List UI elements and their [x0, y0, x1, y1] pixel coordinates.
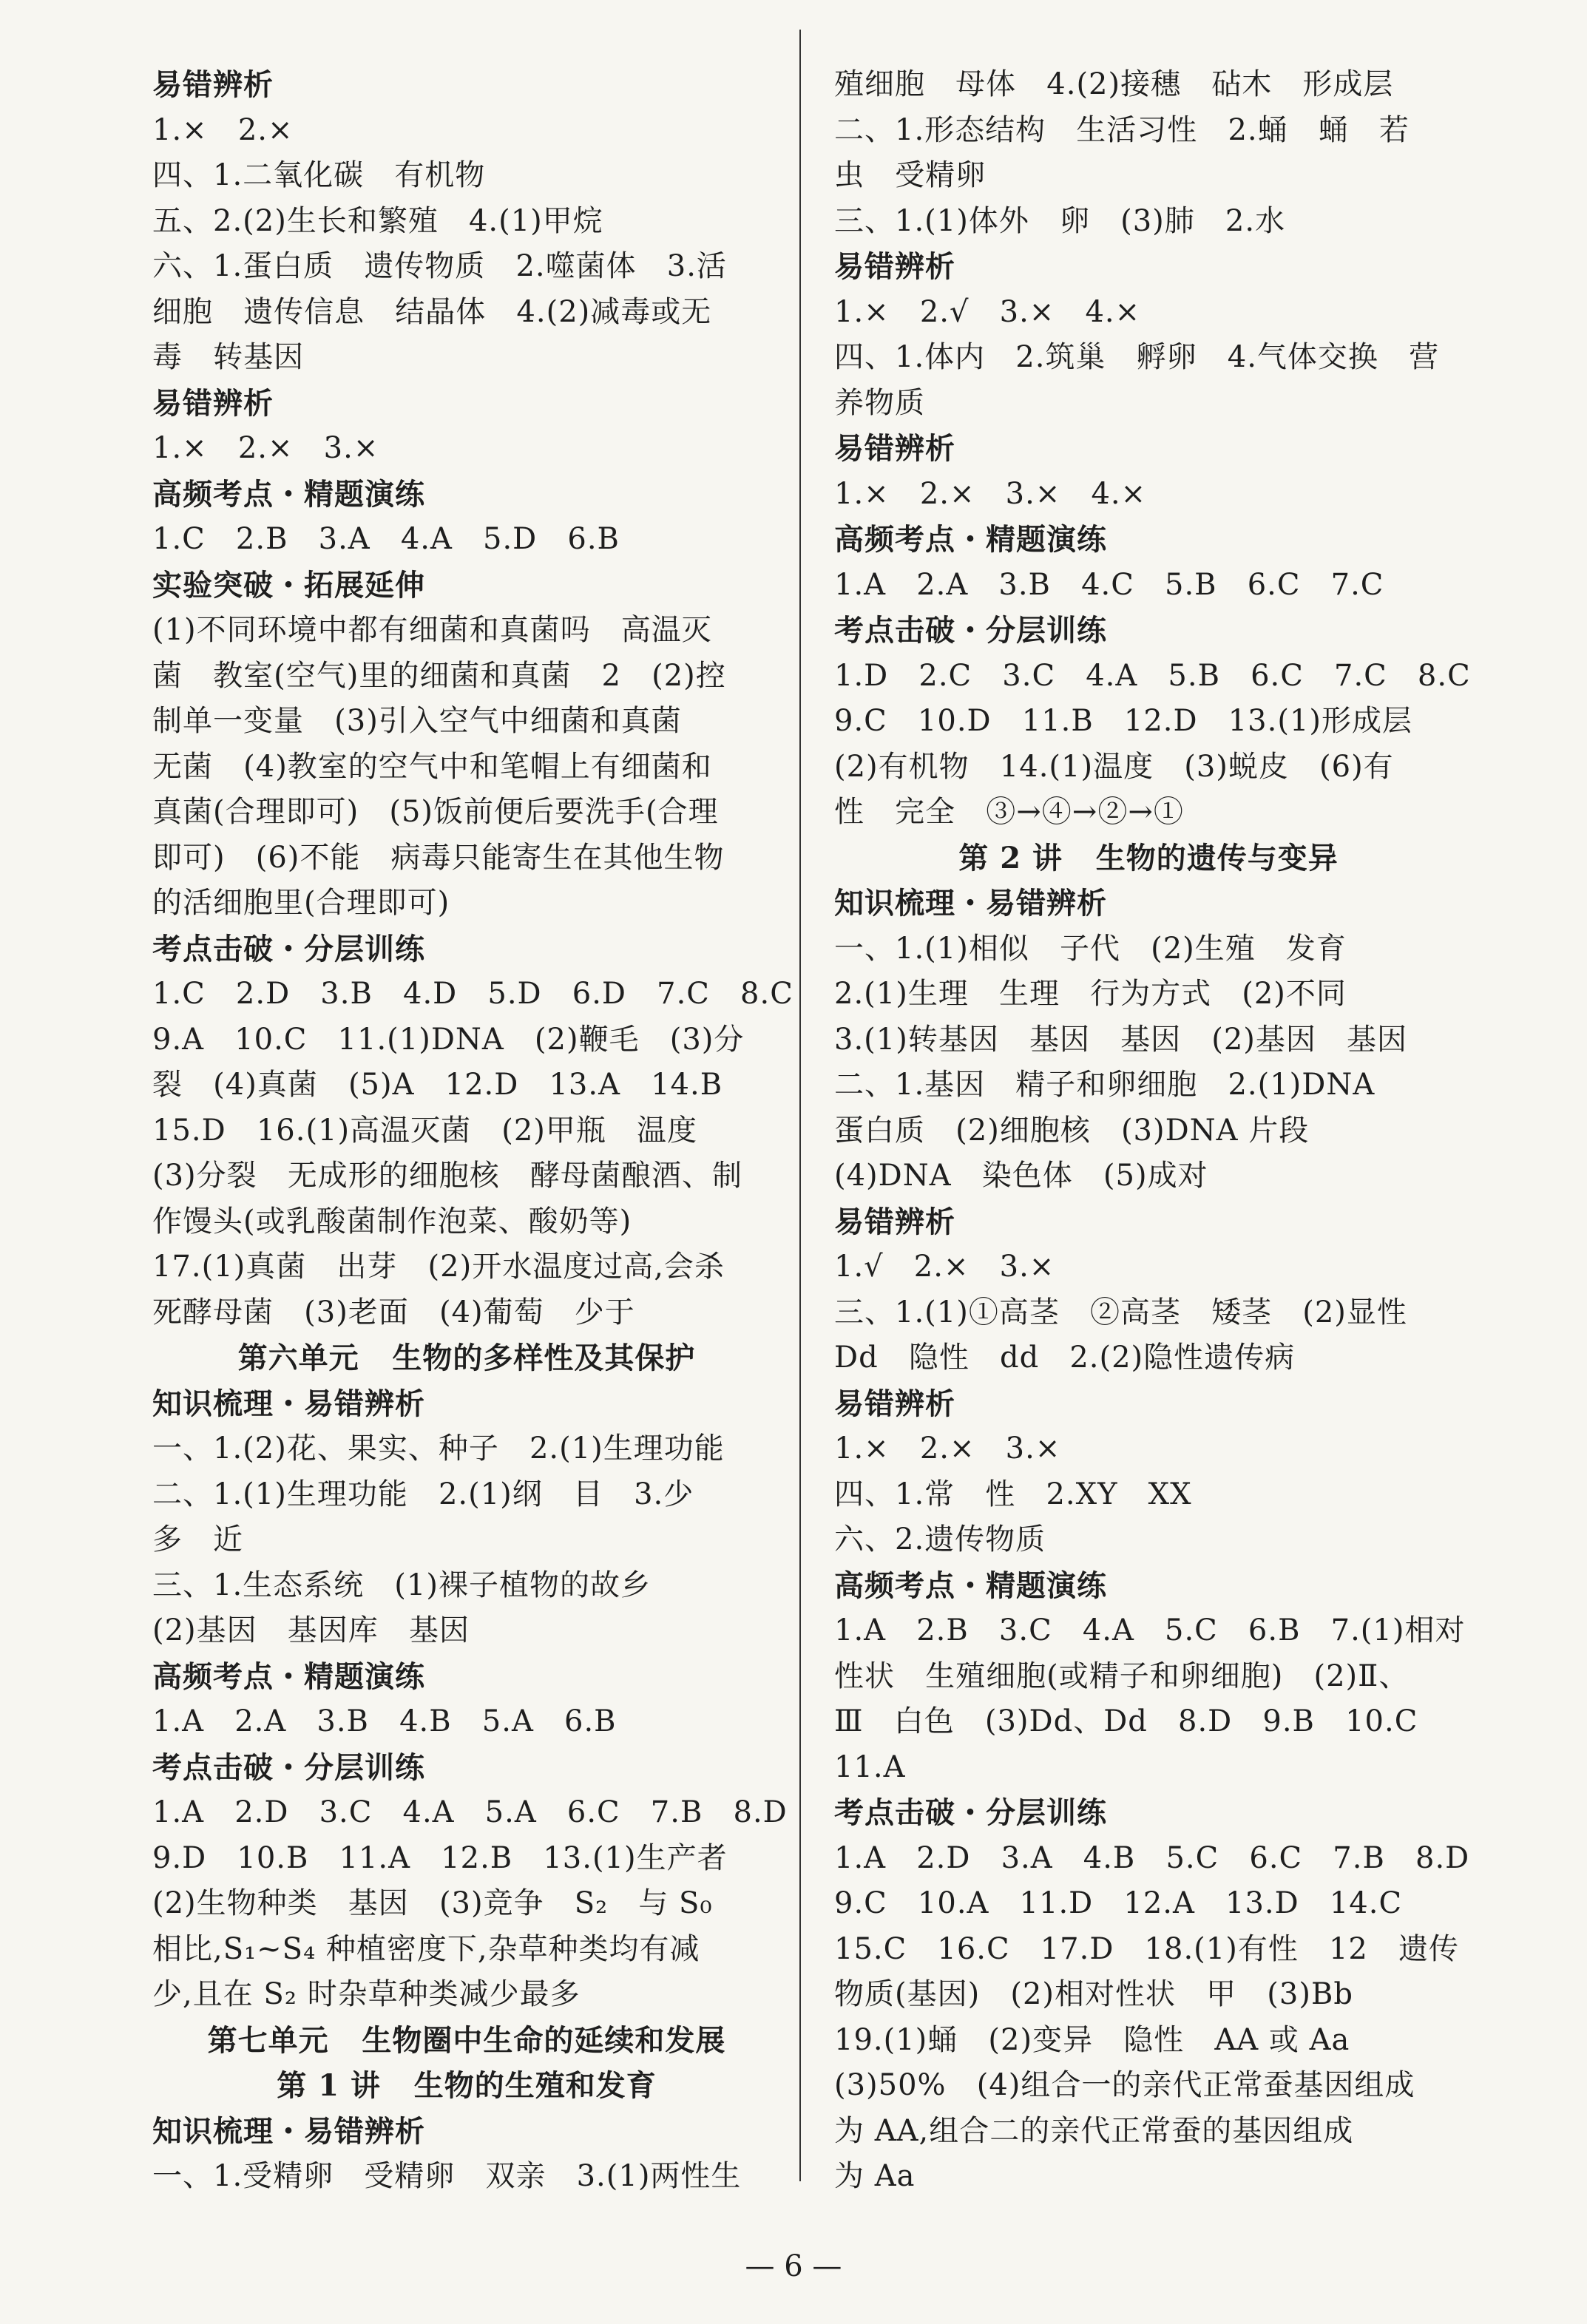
answer-line: 1.× 2.× 3.× [834, 1432, 1061, 1466]
answer-line: (3)分裂 无成形的细胞核 酵母菌酿酒、制 [152, 1159, 742, 1193]
answer-line: 蛋白质 (2)细胞核 (3)DNA 片段 [834, 1113, 1310, 1148]
answer-line: 虫 受精卵 [834, 158, 987, 192]
answer-line: 一、1.(2)花、果实、种子 2.(1)生理功能 [152, 1432, 725, 1466]
answer-line: (4)DNA 染色体 (5)成对 [834, 1159, 1208, 1193]
answer-line: 1.× 2.× [152, 112, 294, 147]
answer-line: 死酵母菌 (3)老面 (4)葡萄 少于 [152, 1295, 635, 1329]
answer-line: 性状 生殖细胞(或精子和卵细胞) (2)Ⅱ、 [834, 1659, 1410, 1693]
answer-line: 制单一变量 (3)引入空气中细菌和真菌 [152, 704, 682, 738]
answer-line: 二、1.(1)生理功能 2.(1)纲 目 3.少 [152, 1477, 694, 1511]
answer-line: 相比,S₁~S₄ 种植密度下,杂草种类均有减 [152, 1931, 700, 1966]
chapter-title: 第 2 讲 生物的遗传与变异 [958, 840, 1339, 875]
answer-line: 1.× 2.√ 3.× 4.× [834, 294, 1141, 329]
answer-line: 细胞 遗传信息 结晶体 4.(2)减毒或无 [152, 294, 712, 329]
answer-line: 11.A [834, 1749, 906, 1784]
answer-line: 物质(基因) (2)相对性状 甲 (3)Bb [834, 1977, 1353, 2011]
answer-line: 养物质 [834, 385, 925, 420]
answer-line: 菌 教室(空气)里的细菌和真菌 2 (2)控 [152, 658, 726, 693]
answer-line: 三、1.生态系统 (1)裸子植物的故乡 [152, 1568, 651, 1602]
answer-line: 性 完全 ③→④→②→① [834, 795, 1184, 829]
answer-line: 毒 转基因 [152, 340, 305, 374]
section-heading: 易错辨析 [152, 385, 274, 421]
answer-line: 六、2.遗传物质 [834, 1522, 1046, 1556]
section-heading: 考点击破・分层训练 [834, 613, 1107, 648]
section-heading: 易错辨析 [834, 431, 955, 466]
page-number: — 6 — [745, 2249, 842, 2283]
answer-line: 1.D 2.C 3.C 4.A 5.B 6.C 7.C 8.C [834, 658, 1471, 693]
section-heading: 易错辨析 [834, 1204, 955, 1239]
answer-line: 1.× 2.× 3.× [152, 431, 379, 465]
section-heading: 易错辨析 [834, 249, 955, 284]
chapter-title: 第 1 讲 生物的生殖和发育 [277, 2068, 657, 2103]
answer-line: 六、1.蛋白质 遗传物质 2.噬菌体 3.活 [152, 249, 727, 283]
answer-line: 15.C 16.C 17.D 18.(1)有性 12 遗传 [834, 1931, 1460, 1966]
answer-line: 一、1.受精卵 受精卵 双亲 3.(1)两性生 [152, 2159, 742, 2193]
answer-line: 1.× 2.× 3.× 4.× [834, 476, 1147, 511]
answer-line: 作馒头(或乳酸菌制作泡菜、酸奶等) [152, 1204, 632, 1239]
answer-line: 9.C 10.D 11.B 12.D 13.(1)形成层 [834, 704, 1412, 738]
answer-line: Ⅲ 白色 (3)Dd、Dd 8.D 9.B 10.C [834, 1704, 1418, 1738]
answer-line: 15.D 16.(1)高温灭菌 (2)甲瓶 温度 [152, 1113, 698, 1148]
right-column [834, 62, 1471, 2200]
answer-line: 多 近 [152, 1522, 244, 1556]
answer-line: 真菌(合理即可) (5)饭前便后要洗手(合理 [152, 795, 719, 829]
answer-line: 9.C 10.A 11.D 12.A 13.D 14.C [834, 1886, 1403, 1920]
answer-line: 无菌 (4)教室的空气中和笔帽上有细菌和 [152, 749, 712, 784]
answer-line: 2.(1)生理 生理 行为方式 (2)不同 [834, 977, 1347, 1011]
answer-line: 9.A 10.C 11.(1)DNA (2)鞭毛 (3)分 [152, 1022, 745, 1057]
answer-line: 9.D 10.B 11.A 12.B 13.(1)生产者 [152, 1840, 728, 1875]
answer-line: 为 AA,组合二的亲代正常蚕的基因组成 [834, 2113, 1354, 2148]
answer-line: 二、1.基因 精子和卵细胞 2.(1)DNA [834, 1068, 1375, 1102]
answer-line: (3)50% (4)组合一的亲代正常蚕基因组成 [834, 2068, 1415, 2102]
answer-line: 三、1.(1)①高茎 ②高茎 矮茎 (2)显性 [834, 1295, 1407, 1329]
section-heading: 考点击破・分层训练 [152, 1749, 425, 1785]
answer-line: 1.A 2.D 3.A 4.B 5.C 6.C 7.B 8.D [834, 1840, 1470, 1875]
answer-line: 四、1.常 性 2.XY XX [834, 1477, 1192, 1511]
section-heading: 高频考点・精题演练 [834, 1568, 1107, 1603]
answer-line: 少,且在 S₂ 时杂草种类减少最多 [152, 1977, 581, 2011]
answer-line: (2)有机物 14.(1)温度 (3)蜕皮 (6)有 [834, 749, 1394, 784]
answer-line: 19.(1)蛹 (2)变异 隐性 AA 或 Aa [834, 2022, 1350, 2057]
answer-line: 3.(1)转基因 基因 基因 (2)基因 基因 [834, 1022, 1408, 1057]
answer-line: 五、2.(2)生长和繁殖 4.(1)甲烷 [152, 203, 603, 238]
chapter-title: 第六单元 生物的多样性及其保护 [237, 1341, 696, 1375]
answer-line: 1.C 2.D 3.B 4.D 5.D 6.D 7.C 8.C [152, 977, 794, 1011]
column-divider [799, 30, 801, 2181]
answer-line: 17.(1)真菌 出芽 (2)开水温度过高,会杀 [152, 1250, 725, 1284]
chapter-title: 第七单元 生物圈中生命的延续和发展 [207, 2022, 726, 2058]
section-heading: 高频考点・精题演练 [152, 476, 425, 512]
answer-line: 1.A 2.D 3.C 4.A 5.A 6.C 7.B 8.D [152, 1795, 788, 1829]
section-heading: 易错辨析 [152, 67, 274, 102]
answer-line: (2)基因 基因库 基因 [152, 1613, 470, 1647]
answer-line: 四、1.体内 2.筑巢 孵卵 4.气体交换 营 [834, 340, 1440, 374]
answer-line: 三、1.(1)体外 卵 (3)肺 2.水 [834, 203, 1286, 238]
answer-line: (1)不同环境中都有细菌和真菌吗 高温灭 [152, 613, 712, 647]
answer-line: 二、1.形态结构 生活习性 2.蛹 蛹 若 [834, 112, 1410, 147]
section-heading: 考点击破・分层训练 [152, 931, 425, 966]
section-heading: 考点击破・分层训练 [834, 1795, 1107, 1830]
section-heading: 知识梳理・易错辨析 [152, 1386, 425, 1421]
answer-line: 1.A 2.A 3.B 4.B 5.A 6.B [152, 1704, 617, 1738]
section-heading: 知识梳理・易错辨析 [152, 2113, 425, 2149]
answer-line: (2)生物种类 基因 (3)竞争 S₂ 与 S₀ [152, 1886, 713, 1920]
answer-line: 殖细胞 母体 4.(2)接穗 砧木 形成层 [834, 67, 1394, 101]
answer-line: 1.√ 2.× 3.× [834, 1250, 1055, 1284]
answer-line: Dd 隐性 dd 2.(2)隐性遗传病 [834, 1341, 1296, 1375]
left-column [152, 62, 794, 2200]
answer-line: 为 Aa [834, 2159, 916, 2193]
answer-line: 的活细胞里(合理即可) [152, 886, 450, 920]
section-heading: 高频考点・精题演练 [834, 522, 1107, 557]
answer-line: 裂 (4)真菌 (5)A 12.D 13.A 14.B [152, 1068, 723, 1102]
section-heading: 易错辨析 [834, 1386, 955, 1421]
answer-line: 1.A 2.B 3.C 4.A 5.C 6.B 7.(1)相对 [834, 1613, 1466, 1647]
section-heading: 知识梳理・易错辨析 [834, 886, 1107, 921]
answer-line: 1.A 2.A 3.B 4.C 5.B 6.C 7.C [834, 567, 1384, 602]
answer-line: 即可) (6)不能 病毒只能寄生在其他生物 [152, 840, 725, 875]
answer-line: 一、1.(1)相似 子代 (2)生殖 发育 [834, 931, 1347, 966]
answer-line: 1.C 2.B 3.A 4.A 5.D 6.B [152, 522, 620, 556]
section-heading: 实验突破・拓展延伸 [152, 567, 425, 603]
answer-line: 四、1.二氧化碳 有机物 [152, 158, 486, 192]
section-heading: 高频考点・精题演练 [152, 1659, 425, 1694]
